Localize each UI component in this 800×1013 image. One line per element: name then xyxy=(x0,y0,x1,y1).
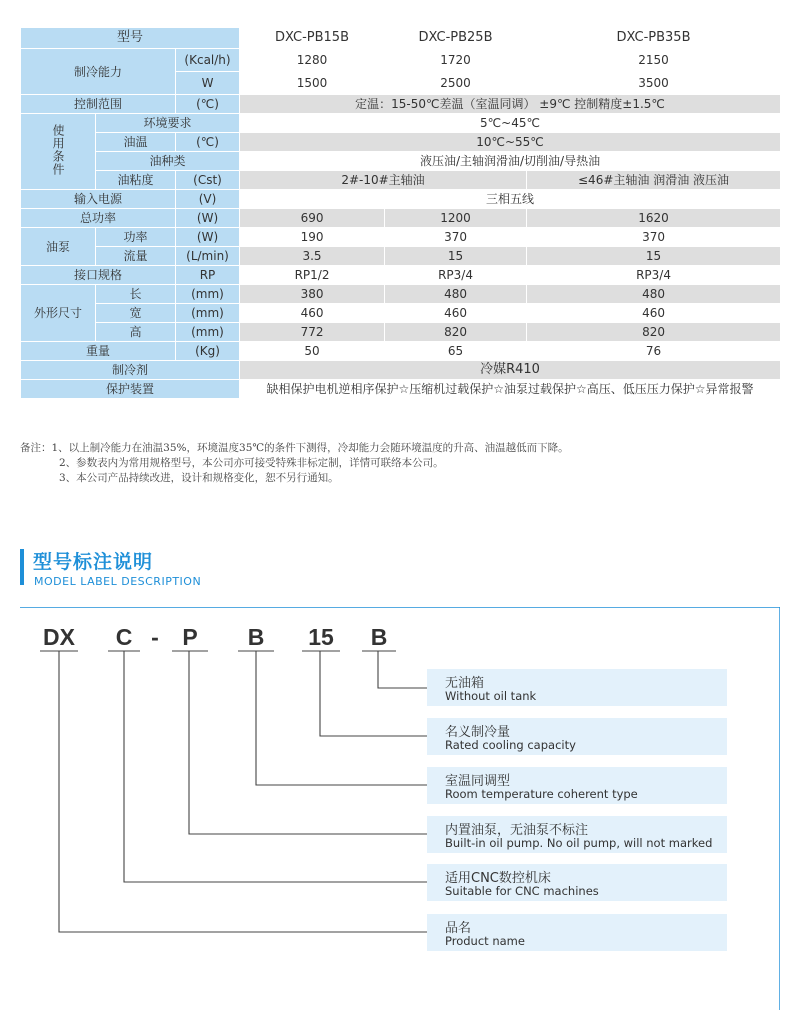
width-3: 460 xyxy=(527,304,781,323)
connector-b2 xyxy=(378,651,427,688)
pump-power-label: 功率 xyxy=(96,228,176,247)
cooling-kcal-1: 1280 xyxy=(240,49,385,72)
pump-power-unit: (W) xyxy=(176,228,240,247)
oil-temp-value: 10℃~55℃ xyxy=(240,133,781,152)
viscosity-value-1: 2#-10#主轴油 xyxy=(240,171,527,190)
port-unit: RP xyxy=(176,266,240,285)
protection-value: 缺相保护电机逆相序保护☆压缩机过载保护☆油泵过载保护☆高压、低压压力保护☆异常报警 xyxy=(240,380,781,399)
desc-cn: 内置油泵，无油泵不标注 xyxy=(445,823,589,838)
connector-dx xyxy=(59,651,427,932)
length-label: 长 xyxy=(96,285,176,304)
cooling-w-1: 1500 xyxy=(240,72,385,95)
note-2: 2、参数表内为常用规格型号，本公司亦可接受特殊非标定制，详情可联络本公司。 xyxy=(59,457,444,469)
weight-label: 重量 xyxy=(21,342,176,361)
ambient-value: 5℃~45℃ xyxy=(240,114,781,133)
cooling-w-2: 2500 xyxy=(385,72,527,95)
dimensions-label: 外形尺寸 xyxy=(21,285,96,342)
port-2: RP3/4 xyxy=(385,266,527,285)
cooling-capacity-label: 制冷能力 xyxy=(21,49,176,95)
weight-unit: (Kg) xyxy=(176,342,240,361)
cooling-kcal-2: 1720 xyxy=(385,49,527,72)
code-part-dash: - xyxy=(151,624,159,650)
note-1: 备注：1、以上制冷能力在油温35%，环境温度35℃的条件下测得，冷却能力会随环境温度的升高、油温越低而下降。 xyxy=(20,442,569,454)
length-3: 480 xyxy=(527,285,781,304)
viscosity-label: 油粘度 xyxy=(96,171,176,190)
oil-pump-label: 油泵 xyxy=(21,228,96,266)
model-label: 型号 xyxy=(21,28,240,49)
width-unit: (mm) xyxy=(176,304,240,323)
desc-en: Suitable for CNC machines xyxy=(445,884,599,898)
desc-cnc xyxy=(427,864,727,901)
code-part-b-suffix: B xyxy=(370,624,388,650)
viscosity-unit: (Cst) xyxy=(176,171,240,190)
height-2: 820 xyxy=(385,323,527,342)
width-1: 460 xyxy=(240,304,385,323)
desc-en: Without oil tank xyxy=(445,689,537,703)
desc-product-name xyxy=(427,914,727,951)
total-power-label: 总功率 xyxy=(21,209,176,228)
pump-flow-1: 3.5 xyxy=(240,247,385,266)
power-supply-label: 输入电源 xyxy=(21,190,176,209)
pump-flow-2: 15 xyxy=(385,247,527,266)
desc-rated-cooling xyxy=(427,718,727,755)
width-2: 460 xyxy=(385,304,527,323)
desc-cn: 名义制冷量 xyxy=(445,725,511,740)
connector-15 xyxy=(320,651,427,736)
oil-type-label: 油种类 xyxy=(96,152,240,171)
height-1: 772 xyxy=(240,323,385,342)
oil-temp-unit: (℃) xyxy=(176,133,240,152)
desc-cn: 无油箱 xyxy=(445,676,485,691)
control-range-label: 控制范围 xyxy=(21,95,176,114)
length-unit: (mm) xyxy=(176,285,240,304)
desc-room-temp xyxy=(427,767,727,804)
pump-power-2: 370 xyxy=(385,228,527,247)
cooling-kcal-3: 2150 xyxy=(527,49,781,72)
height-label: 高 xyxy=(96,323,176,342)
note-3: 3、本公司产品持续改进，设计和规格变化，恕不另行通知。 xyxy=(59,472,339,484)
connector-c xyxy=(124,651,427,882)
power-supply-unit: (V) xyxy=(176,190,240,209)
cooling-kcal-unit: (Kcal/h) xyxy=(176,49,240,72)
cooling-w-3: 3500 xyxy=(527,72,781,95)
height-unit: (mm) xyxy=(176,323,240,342)
length-1: 380 xyxy=(240,285,385,304)
pump-flow-unit: (L/min) xyxy=(176,247,240,266)
height-3: 820 xyxy=(527,323,781,342)
protection-label: 保护装置 xyxy=(21,380,240,399)
oil-temp-label: 油温 xyxy=(96,133,176,152)
port-1: RP1/2 xyxy=(240,266,385,285)
connector-b1 xyxy=(256,651,427,785)
refrigerant-label: 制冷剂 xyxy=(21,361,240,380)
desc-cn: 室温同调型 xyxy=(445,774,511,789)
pump-power-3: 370 xyxy=(527,228,781,247)
code-part-b: B xyxy=(247,624,265,650)
power-supply-value: 三相五线 xyxy=(240,190,781,209)
code-part-dx: DX xyxy=(43,624,75,650)
weight-1: 50 xyxy=(240,342,385,361)
oil-type-value: 液压油/主轴润滑油/切削油/导热油 xyxy=(240,152,781,171)
code-part-15: 15 xyxy=(308,624,334,650)
usage-conditions-text: 使用条件 xyxy=(51,123,65,176)
weight-2: 65 xyxy=(385,342,527,361)
total-power-unit: (W) xyxy=(176,209,240,228)
desc-cn: 品名 xyxy=(445,921,472,936)
total-power-2: 1200 xyxy=(385,209,527,228)
length-2: 480 xyxy=(385,285,527,304)
desc-en: Built-in oil pump. No oil pump, will not marked xyxy=(445,836,713,850)
control-range-unit: (℃) xyxy=(176,95,240,114)
port-label: 接口规格 xyxy=(21,266,176,285)
total-power-1: 690 xyxy=(240,209,385,228)
desc-en: Rated cooling capacity xyxy=(445,738,576,752)
ambient-label: 环境要求 xyxy=(96,114,240,133)
desc-en: Room temperature coherent type xyxy=(445,787,638,801)
width-label: 宽 xyxy=(96,304,176,323)
code-part-c: C xyxy=(115,624,133,650)
total-power-3: 1620 xyxy=(527,209,781,228)
desc-en: Product name xyxy=(445,934,525,948)
desc-cn: 适用CNC数控机床 xyxy=(445,871,551,886)
pump-flow-3: 15 xyxy=(527,247,781,266)
pump-flow-label: 流量 xyxy=(96,247,176,266)
model-3: DXC-PB35B xyxy=(527,28,781,49)
control-range-value: 定温：15-50℃差温（室温同调） ±9℃ 控制精度±1.5℃ xyxy=(240,95,781,114)
port-3: RP3/4 xyxy=(527,266,781,285)
connector-p xyxy=(189,651,427,834)
desc-without-oil-tank xyxy=(427,669,727,706)
model-2: DXC-PB25B xyxy=(385,28,527,49)
desc-oil-pump xyxy=(427,816,727,853)
section-subtitle: MODEL LABEL DESCRIPTION xyxy=(34,575,202,588)
weight-3: 76 xyxy=(527,342,781,361)
section-title: 型号标注说明 xyxy=(33,551,154,573)
model-1: DXC-PB15B xyxy=(240,28,385,49)
code-part-p: P xyxy=(182,624,198,650)
cooling-w-unit: W xyxy=(176,72,240,95)
pump-power-1: 190 xyxy=(240,228,385,247)
refrigerant-value: 冷媒R410 xyxy=(240,361,781,380)
viscosity-value-2: ≤46#主轴油 润滑油 液压油 xyxy=(527,171,781,190)
